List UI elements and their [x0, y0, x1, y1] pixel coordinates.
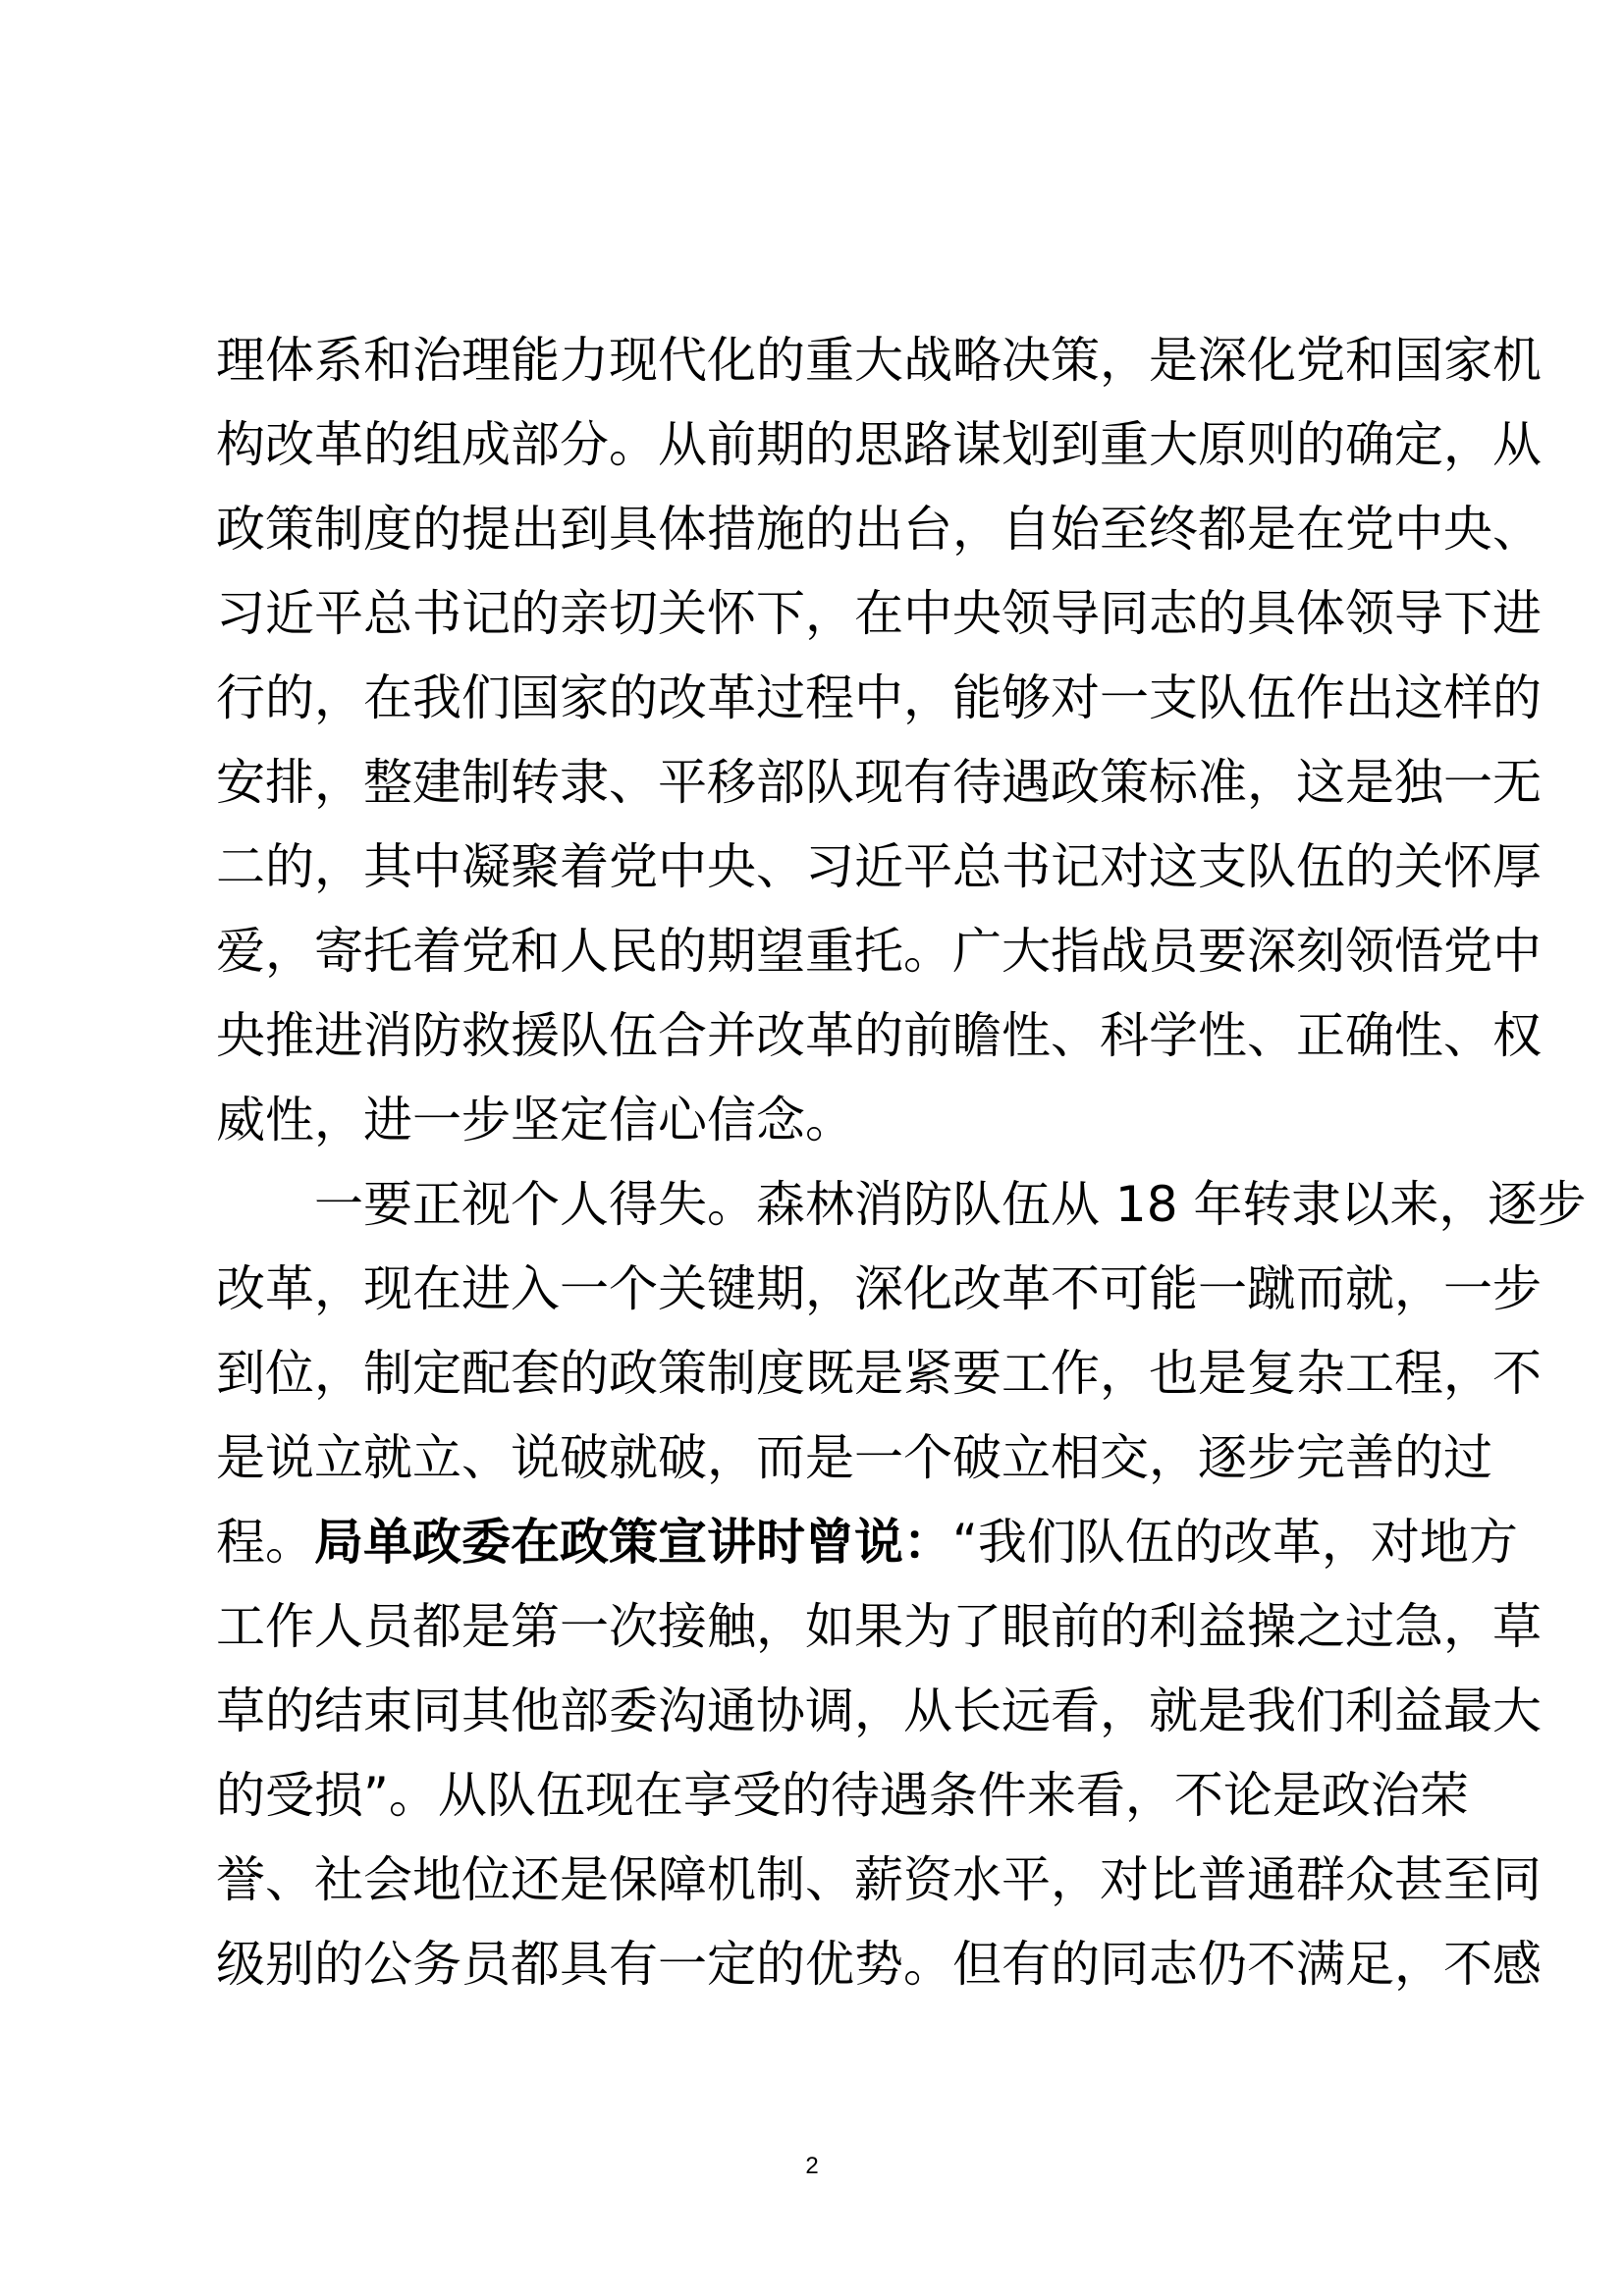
text-line: 改革，现在进入一个关键期，深化改革不可能一蹴而就，一步 [216, 1260, 1542, 1317]
text-segment: “我们队伍的改革，对地方 [952, 1514, 1518, 1571]
text-line: 誉、社会地位还是保障机制、薪资水平，对比普通群众甚至同 [216, 1851, 1542, 1908]
text-line: 安排，整建制转隶、平移部队现有待遇政策标准，这是独一无 [216, 754, 1542, 811]
text-line: 政策制度的提出到具体措施的出台，自始至终都是在党中央、 [216, 501, 1542, 558]
text-line: 是说立就立、说破就破，而是一个破立相交，逐步完善的过 [216, 1429, 1492, 1486]
text-line: 草的结束同其他部委沟通协调，从长远看，就是我们利益最大 [216, 1682, 1542, 1739]
text-line: 一要正视个人得失。森林消防队伍从 18 年转隶以来，逐步 [314, 1176, 1587, 1233]
bold-quote-attribution: 局单政委在政策宣讲时曾说： [314, 1514, 952, 1571]
text-line: 构改革的组成部分。从前期的思路谋划到重大原则的确定，从 [216, 416, 1542, 473]
text-line: 央推进消防救援队伍合并改革的前瞻性、科学性、正确性、权 [216, 1007, 1542, 1064]
text-line: 的受损”。从队伍现在享受的待遇条件来看，不论是政治荣 [216, 1767, 1469, 1824]
text-line: 二的，其中凝聚着党中央、习近平总书记对这支队伍的关怀厚 [216, 838, 1542, 895]
text-line: 行的，在我们国家的改革过程中，能够对一支队伍作出这样的 [216, 669, 1542, 726]
text-line: 级别的公务员都具有一定的优势。但有的同志仍不满足，不感 [216, 1936, 1542, 1993]
text-line: 到位，制定配套的政策制度既是紧要工作，也是复杂工程，不 [216, 1345, 1542, 1402]
text-line: 习近平总书记的亲切关怀下，在中央领导同志的具体领导下进 [216, 585, 1542, 642]
text-segment: 程。 [216, 1514, 314, 1571]
text-line: 理体系和治理能力现代化的重大战略决策，是深化党和国家机 [216, 332, 1542, 389]
text-line-with-bold [216, 1500, 1518, 1584]
text-line: 爱，寄托着党和人民的期望重托。广大指战员要深刻领悟党中 [216, 923, 1542, 980]
text-line: 工作人员都是第一次接触，如果为了眼前的利益操之过急，草 [216, 1598, 1542, 1655]
document-body [216, 318, 1587, 2006]
page-number: 2 [805, 2153, 819, 2179]
text-line: 威性，进一步坚定信心信念。 [216, 1092, 854, 1148]
